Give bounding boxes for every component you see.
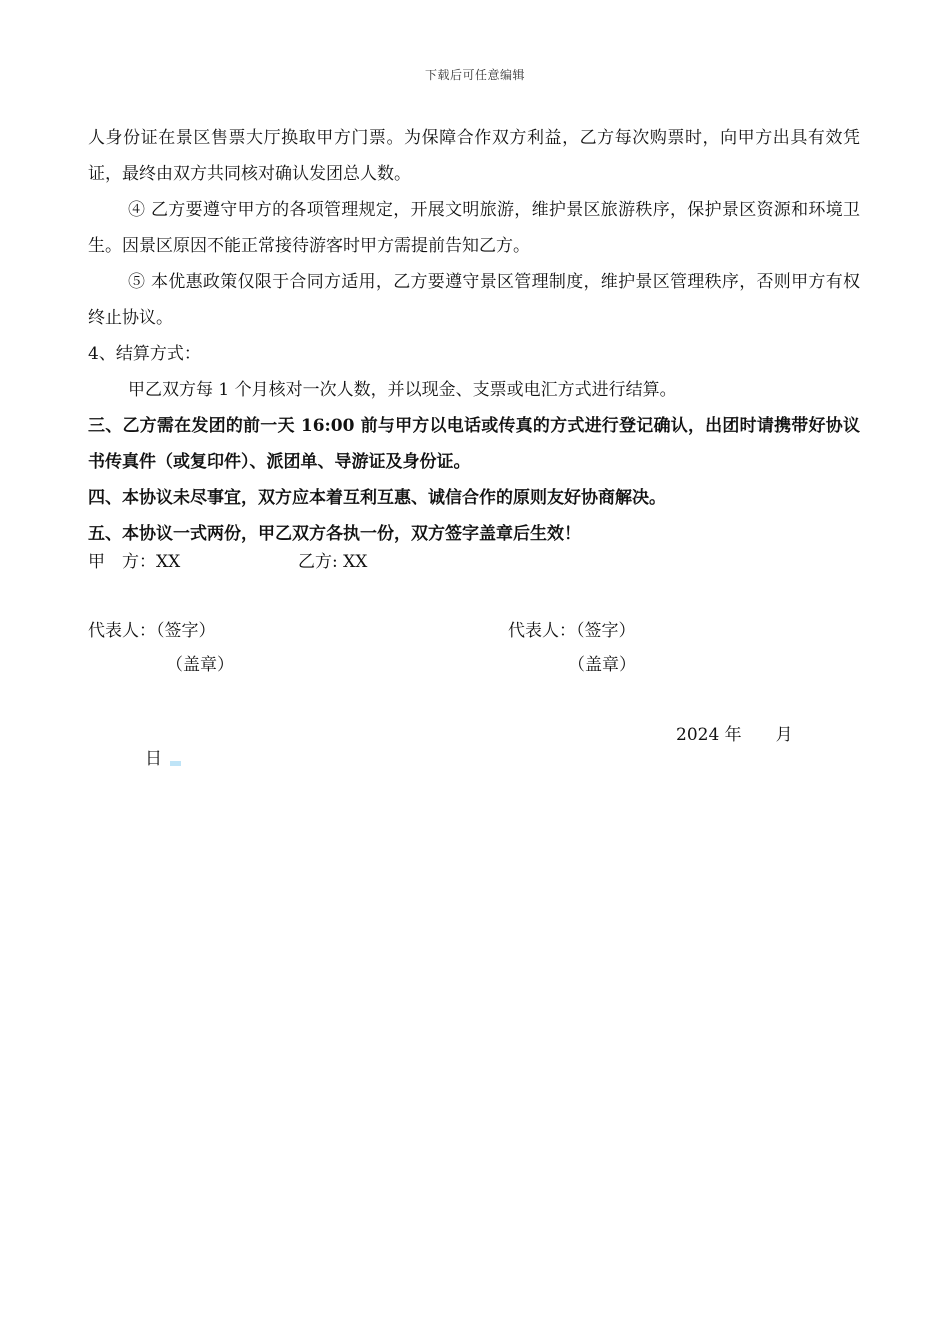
clause-paragraph-id-exchange: 人身份证在景区售票大厅换取甲方门票。为保障合作双方利益，乙方每次购票时，向甲方出具有效凭证，最终由双方共同核对确认发团总人数。 (88, 128, 860, 184)
date-day-line (145, 747, 181, 771)
party-b-label: 乙方: XX (298, 552, 368, 572)
agreement-body (88, 120, 860, 552)
clause-paragraph-policy-scope: ⑤ 本优惠政策仅限于合同方适用，乙方要遵守景区管理制度，维护景区管理秩序，否则甲方有权终止协议。 (88, 272, 860, 328)
party-a-label: 甲 方：XX (88, 552, 181, 572)
settlement-text: 甲乙双方每 1 个月核对一次人数，并以现金、支票或电汇方式进行结算。 (128, 380, 677, 400)
right-seal: （盖章） (568, 655, 636, 675)
highlight-marker (170, 761, 181, 766)
clause-three: 三、乙方需在发团的前一天 16:00 前与甲方以电话或传真的方式进行登记确认，出团时请携带好协议书传真件（或复印件）、派团单、导游证及身份证。 (88, 416, 860, 472)
date-year-month: 2024 年 月 (676, 725, 793, 745)
page-header-note: 下载后可任意编辑 (424, 68, 525, 82)
date-day: 日 (145, 749, 162, 769)
left-representative-signature: 代表人：（签字） (88, 621, 216, 641)
right-representative-signature: 代表人：（签字） (508, 621, 636, 641)
left-seal: （盖章） (166, 655, 234, 675)
clause-five: 五、本协议一式两份，甲乙双方各执一份，双方签字盖章后生效！ (88, 524, 581, 544)
clause-four: 四、本协议未尽事宜，双方应本着互利互惠、诚信合作的原则友好协商解决。 (88, 488, 666, 508)
clause-paragraph-management-rules: ④ 乙方要遵守甲方的各项管理规定，开展文明旅游，维护景区旅游秩序，保护景区资源和环境卫生。因景区原因不能正常接待游客时甲方需提前告知乙方。 (88, 200, 860, 256)
settlement-heading: 4、结算方式： (88, 344, 201, 364)
